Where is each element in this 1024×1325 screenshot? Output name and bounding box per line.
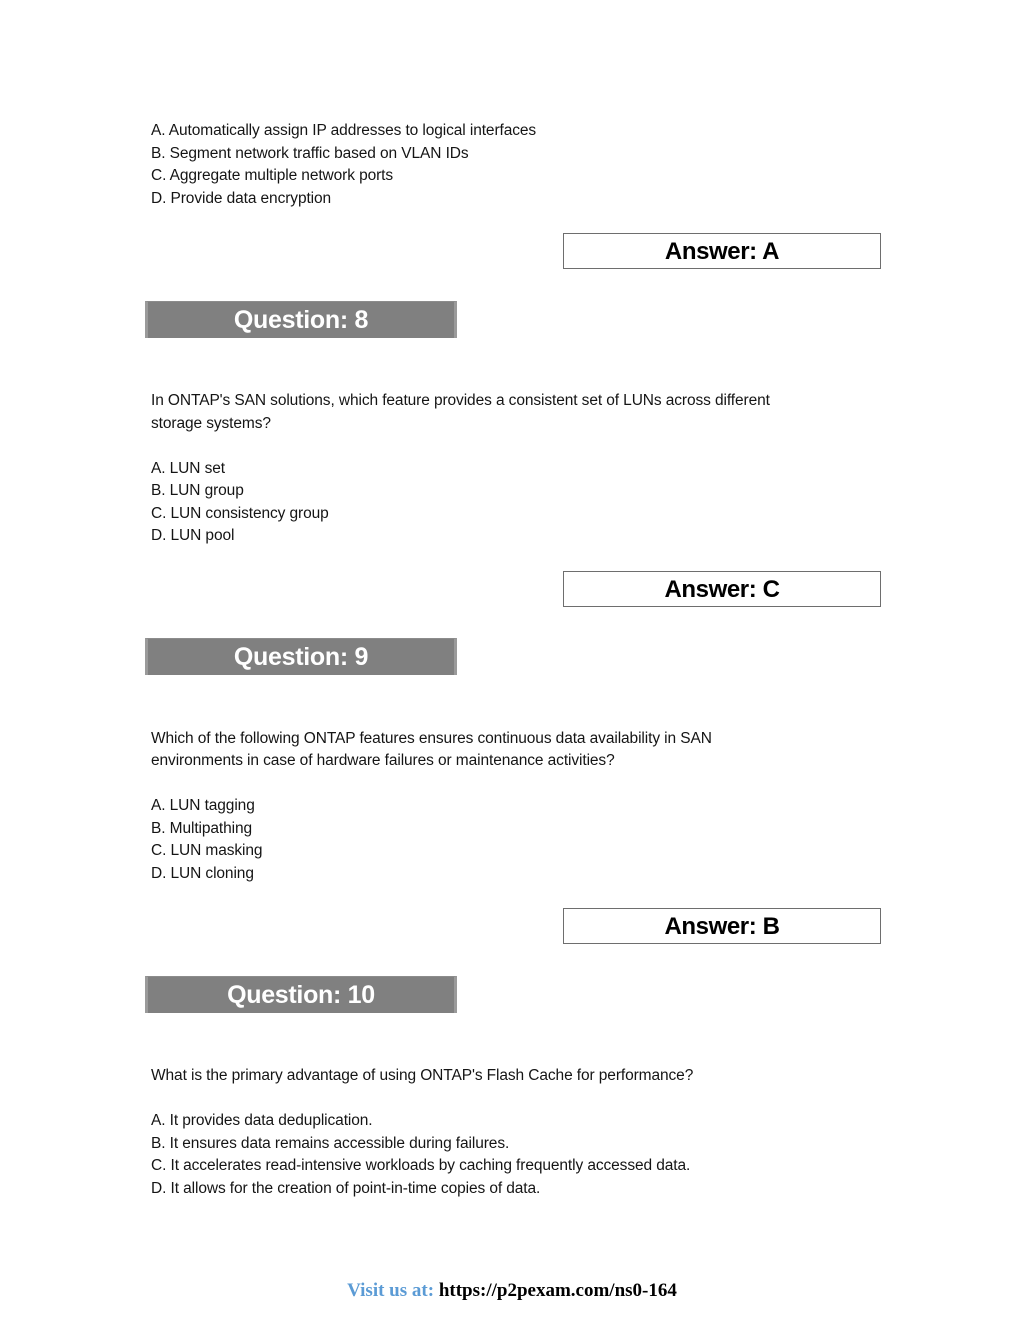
question-text-line: storage systems? [151,415,271,432]
option-c: C. It accelerates read-intensive workloads by caching frequently accessed data. [151,1157,691,1174]
answer-box [563,233,881,269]
option-a: A. It provides data deduplication. [151,1112,373,1129]
option-a: A. LUN set [151,460,225,477]
option-c: C. Aggregate multiple network ports [151,167,394,184]
question-header [145,976,457,1013]
option-b: B. Segment network traffic based on VLAN IDs [151,145,469,162]
question-text-line: What is the primary advantage of using ONTAP's Flash Cache for performance? [151,1067,694,1084]
question-number: Question: 10 [227,980,375,1009]
option-d: D. Provide data encryption [151,190,332,207]
option-a: A. Automatically assign IP addresses to logical interfaces [151,122,537,139]
footer-visit-label: Visit us at: [347,1280,435,1301]
answer-label: Answer: A [664,238,780,265]
question-number: Question: 8 [233,305,369,334]
question-text-line: Which of the following ONTAP features ensures continuous data availability in SAN [151,730,712,747]
option-c: C. LUN masking [151,842,263,859]
answer-box [563,571,881,607]
option-d: D. It allows for the creation of point-in-time copies of data. [151,1180,541,1197]
footer-url-link[interactable]: https://p2pexam.com/ns0-164 [438,1280,677,1301]
option-b: B. It ensures data remains accessible during failures. [151,1135,510,1152]
question-number: Question: 9 [233,642,369,671]
option-b: B. LUN group [151,482,244,499]
question-text-line: In ONTAP's SAN solutions, which feature provides a consistent set of LUNs across different [151,392,770,409]
option-d: D. LUN pool [151,527,235,544]
question-header [145,638,457,675]
option-d: D. LUN cloning [151,865,254,882]
answer-box [563,908,881,944]
footer [0,1280,1024,1302]
option-a: A. LUN tagging [151,797,255,814]
option-b: B. Multipathing [151,820,253,837]
question-text-line: environments in case of hardware failures or maintenance activities? [151,752,615,769]
answer-label: Answer: C [664,576,780,603]
question-header [145,301,457,338]
option-c: C. LUN consistency group [151,505,329,522]
answer-label: Answer: B [664,913,780,940]
